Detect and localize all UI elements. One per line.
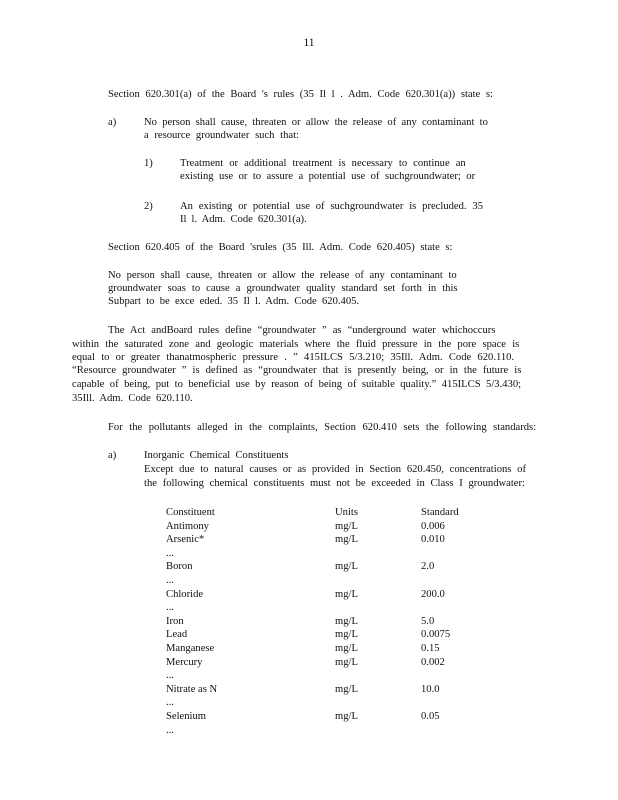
units-cell: mg/L — [335, 534, 358, 546]
units-cell — [335, 724, 421, 738]
table-row — [166, 560, 501, 574]
units-cell: mg/L — [335, 588, 358, 600]
standard-cell: 5.0 — [421, 615, 435, 627]
units-cell: mg/L — [335, 683, 358, 695]
constituent-cell: ... — [166, 574, 174, 586]
units-cell: mg/L — [335, 629, 358, 641]
quote-620-405-line2: groundwater soas to cause a groundwater quality standard set forth in this — [108, 283, 458, 294]
constituent-cell: Selenium — [166, 710, 207, 722]
standard-cell: 0.006 — [421, 520, 445, 532]
standard-cell: 0.15 — [421, 642, 440, 654]
definitions-line5: capable of being, put to beneficial use by reason of being of suitable quality.” 415ILCS 5/3.430; — [72, 379, 522, 390]
table-row — [166, 724, 501, 738]
sub-a-line2: the following chemical constituents must not be exceeded in Class I groundwater: — [144, 478, 525, 489]
table-row — [166, 547, 501, 561]
standard-cell — [421, 547, 501, 561]
page-number: 11 — [303, 37, 315, 49]
constituent-cell: Arsenic* — [166, 534, 205, 546]
standard-cell: 2.0 — [421, 561, 435, 573]
constituent-cell: ... — [166, 670, 174, 682]
constituent-cell: ... — [166, 697, 174, 709]
standard-cell — [421, 669, 501, 683]
definitions-line1: The Act andBoard rules define “groundwater ” as “underground water whichoccurs — [108, 325, 496, 336]
constituent-cell: Boron — [166, 561, 193, 573]
definitions-line3: equal to or greater thanatmospheric pressure . ” 415ILCS 5/3.210; 35Ill. Adm. Code 620.110. — [72, 352, 515, 363]
item-2-line2: Il l. Adm. Code 620.301(a). — [180, 214, 307, 225]
constituent-cell: ... — [166, 602, 174, 614]
item-1-label: 1) — [144, 158, 153, 169]
table-row — [166, 574, 501, 588]
table-row — [166, 601, 501, 615]
table-row — [166, 628, 501, 642]
item-a-line2: a resource groundwater such that: — [144, 130, 299, 141]
units-cell: mg/L — [335, 642, 358, 654]
constituent-cell: Nitrate as N — [166, 683, 218, 695]
standard-cell: 0.010 — [421, 534, 445, 546]
quote-620-405-line3: Subpart to be exce eded. 35 Il l. Adm. Code 620.405. — [108, 296, 360, 307]
standard-cell: 0.05 — [421, 710, 440, 722]
standard-cell — [421, 601, 501, 615]
units-cell: mg/L — [335, 656, 358, 668]
constituent-cell: Antimony — [166, 520, 209, 532]
standard-cell — [421, 696, 501, 710]
sub-a-title: Inorganic Chemical Constituents — [144, 450, 289, 461]
constituent-cell: Manganese — [166, 642, 215, 654]
table-row — [166, 683, 501, 697]
table-header-row — [166, 506, 501, 520]
definitions-line6: 35Ill. Adm. Code 620.110. — [72, 393, 193, 404]
column-header-units: Units — [335, 507, 358, 518]
intro-paragraph: Section 620.301(a) of the Board 's rules (35 Il l . Adm. Code 620.301(a)) state s: — [108, 89, 493, 100]
constituent-cell: Chloride — [166, 588, 204, 600]
constituent-cell: Iron — [166, 615, 184, 627]
definitions-line4: “Resource groundwater ” is defined as “groundwater that is presently being, or in the future is — [72, 365, 522, 376]
item-1-line1: Treatment or additional treatment is necessary to continue an — [180, 158, 466, 169]
constituent-cell: ... — [166, 724, 174, 736]
column-header-standard: Standard — [421, 507, 459, 518]
table-row — [166, 669, 501, 683]
constituent-cell: Lead — [166, 629, 188, 641]
standard-cell — [421, 574, 501, 588]
constituent-cell: ... — [166, 547, 174, 559]
standard-cell: 200.0 — [421, 588, 445, 600]
table-row — [166, 615, 501, 629]
units-cell — [335, 574, 421, 588]
units-cell — [335, 547, 421, 561]
table-row — [166, 588, 501, 602]
table-row — [166, 642, 501, 656]
units-cell: mg/L — [335, 710, 358, 722]
item-1-line2: existing use or to assure a potential use of suchgroundwater; or — [180, 171, 476, 182]
standard-cell — [421, 724, 501, 738]
table-row — [166, 696, 501, 710]
table-row — [166, 520, 501, 534]
units-cell — [335, 601, 421, 615]
item-a-line1: No person shall cause, threaten or allow the release of any contaminant to — [144, 117, 488, 128]
units-cell — [335, 696, 421, 710]
constituent-cell: Mercury — [166, 656, 203, 668]
units-cell: mg/L — [335, 520, 358, 532]
quote-620-405-line1: No person shall cause, threaten or allow the release of any contaminant to — [108, 270, 457, 281]
units-cell: mg/L — [335, 561, 358, 573]
standard-cell: 0.0075 — [421, 629, 451, 641]
units-cell: mg/L — [335, 615, 358, 627]
units-cell — [335, 669, 421, 683]
pollutants-paragraph: For the pollutants alleged in the complaints, Section 620.410 sets the following standards: — [108, 422, 537, 433]
standard-cell: 0.002 — [421, 656, 445, 668]
item-a-label: a) — [108, 117, 117, 128]
constituents-table — [166, 506, 501, 737]
sub-a-label: a) — [108, 450, 117, 461]
column-header-constituent: Constituent — [166, 507, 215, 518]
table-row — [166, 656, 501, 670]
item-2-label: 2) — [144, 201, 153, 212]
sub-a-line1: Except due to natural causes or as provided in Section 620.450, concentrations of — [144, 464, 526, 475]
standard-cell: 10.0 — [421, 683, 440, 695]
definitions-line2: within the saturated zone and geologic materials where the fluid pressure in the pore space is — [72, 339, 520, 350]
section-620-405-paragraph: Section 620.405 of the Board 'srules (35 Ill. Adm. Code 620.405) state s: — [108, 242, 453, 253]
table-row — [166, 533, 501, 547]
table-row — [166, 710, 501, 724]
item-2-line1: An existing or potential use of suchgroundwater is precluded. 35 — [180, 201, 483, 212]
